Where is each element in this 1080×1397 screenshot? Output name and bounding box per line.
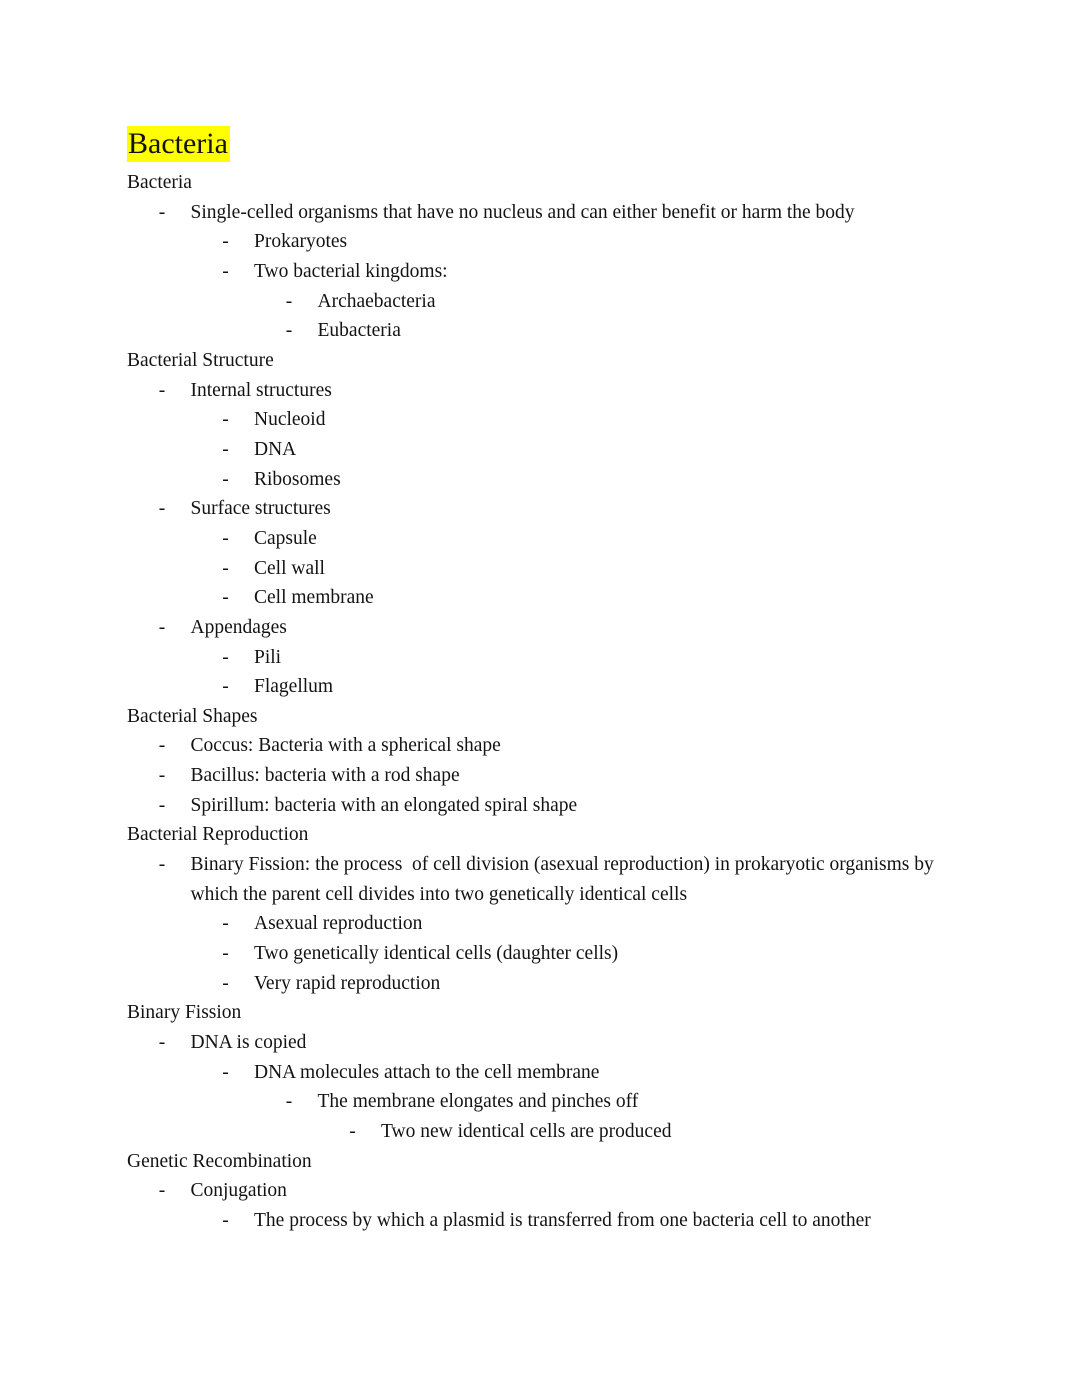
outline-item-text: Asexual reproduction xyxy=(254,913,423,935)
bullet-dash: - xyxy=(158,854,166,876)
bullet-dash: - xyxy=(222,557,229,579)
outline-item xyxy=(222,643,953,673)
outline-item-text: Binary Fission xyxy=(127,1002,242,1024)
bullet-dash: - xyxy=(349,1121,356,1142)
bullet-dash: - xyxy=(158,616,166,638)
outline-item-text: Cell wall xyxy=(254,557,325,579)
bullet-dash: - xyxy=(285,290,293,312)
bullet-dash: - xyxy=(222,260,229,282)
outline-item-text: Bacterial Reproduction xyxy=(127,824,309,846)
outline-item-text: Ribosomes xyxy=(254,468,341,490)
outline-heading xyxy=(127,1147,953,1177)
document-outline xyxy=(127,168,953,1236)
bullet-dash: - xyxy=(222,231,229,253)
outline-item-text: Archaebacteria xyxy=(317,290,436,312)
outline-heading xyxy=(127,346,953,376)
outline-item-text: Bacillus: bacteria with a rod shape xyxy=(190,765,460,787)
bullet-dash: - xyxy=(158,498,166,520)
bullet-dash: - xyxy=(222,527,229,549)
outline-item xyxy=(222,909,953,939)
outline-item xyxy=(222,435,953,465)
outline-item xyxy=(349,1117,953,1147)
outline-item-text: Pili xyxy=(254,646,282,668)
outline-item-text: Internal structures xyxy=(190,379,332,401)
bullet-dash: - xyxy=(158,1032,166,1054)
outline-item xyxy=(159,1176,953,1206)
outline-item-text: The process by which a plasmid is transferred from one bacteria cell to another xyxy=(254,1209,871,1231)
outline-item-text: Surface structures xyxy=(190,498,331,520)
outline-item xyxy=(222,465,953,495)
outline-item xyxy=(286,316,953,346)
outline-item-text: Very rapid reproduction xyxy=(254,972,441,994)
bullet-dash: - xyxy=(285,1091,293,1113)
bullet-dash: - xyxy=(222,676,229,698)
outline-item xyxy=(222,672,953,702)
outline-item-text: Single-celled organisms that have no nucleus and can either benefit or harm the body xyxy=(190,201,855,223)
outline-heading xyxy=(127,998,953,1028)
outline-item xyxy=(159,761,953,791)
outline-item xyxy=(222,405,953,435)
outline-item-text: Capsule xyxy=(254,527,317,549)
bullet-dash: - xyxy=(222,972,229,994)
bullet-dash: - xyxy=(222,1209,229,1231)
outline-item-text: DNA molecules attach to the cell membrane xyxy=(254,1061,600,1083)
bullet-dash: - xyxy=(222,913,229,935)
outline-item-text: Bacterial Shapes xyxy=(127,705,258,727)
outline-item xyxy=(159,376,953,406)
outline-item xyxy=(286,287,953,317)
bullet-dash: - xyxy=(222,1061,229,1083)
bullet-dash: - xyxy=(158,735,166,757)
outline-item-text: DNA is copied xyxy=(190,1032,307,1054)
outline-item xyxy=(222,554,953,584)
bullet-dash: - xyxy=(158,1180,166,1202)
outline-item xyxy=(159,494,953,524)
outline-item-text: Nucleoid xyxy=(254,409,326,431)
outline-item-text: Prokaryotes xyxy=(254,231,348,253)
outline-item xyxy=(159,613,953,643)
outline-item xyxy=(222,524,953,554)
outline-item-text: Two new identical cells are produced xyxy=(381,1121,672,1142)
outline-item-text: Two bacterial kingdoms: xyxy=(254,260,448,282)
outline-item-text: Genetic Recombination xyxy=(127,1150,312,1172)
outline-item xyxy=(222,1058,953,1088)
outline-item xyxy=(222,257,953,287)
outline-item-text: Two genetically identical cells (daughter cells) xyxy=(254,943,619,965)
outline-item-text: Coccus: Bacteria with a spherical shape xyxy=(190,735,501,757)
outline-item xyxy=(159,791,953,821)
outline-item xyxy=(159,850,953,909)
outline-item-text: Appendages xyxy=(190,616,287,638)
bullet-dash: - xyxy=(158,379,166,401)
outline-item-text: The membrane elongates and pinches off xyxy=(317,1091,639,1113)
outline-item xyxy=(159,731,953,761)
outline-item xyxy=(159,198,953,228)
document-title xyxy=(127,124,953,164)
outline-item xyxy=(159,1028,953,1058)
outline-item-text: Bacterial Structure xyxy=(127,349,274,371)
bullet-dash: - xyxy=(222,646,229,668)
bullet-dash: - xyxy=(285,320,293,342)
outline-heading xyxy=(127,820,953,850)
bullet-dash: - xyxy=(158,201,166,223)
bullet-dash: - xyxy=(222,438,229,460)
outline-item-text: Spirillum: bacteria with an elongated spiral shape xyxy=(190,794,578,816)
outline-item-text: Cell membrane xyxy=(254,587,374,609)
outline-heading xyxy=(127,168,953,198)
outline-item xyxy=(286,1087,953,1117)
outline-item-text: DNA xyxy=(254,438,297,460)
bullet-dash: - xyxy=(158,765,166,787)
bullet-dash: - xyxy=(222,587,229,609)
bullet-dash: - xyxy=(222,468,229,490)
outline-item-text: Eubacteria xyxy=(317,320,401,342)
outline-item-text: Binary Fission: the process of cell division (asexual reproduction) in prokaryotic organisms by which the parent cell divides into two genetically identical cells xyxy=(190,854,939,905)
bullet-dash: - xyxy=(222,409,229,431)
outline-item xyxy=(222,939,953,969)
outline-item xyxy=(222,969,953,999)
outline-item-text: Bacteria xyxy=(127,172,192,193)
outline-item-text: Flagellum xyxy=(254,676,334,698)
outline-item-text: Conjugation xyxy=(190,1180,287,1202)
outline-item xyxy=(222,227,953,257)
outline-item xyxy=(222,1206,953,1236)
outline-item xyxy=(222,583,953,613)
highlighted-title-text: Bacteria xyxy=(128,127,228,160)
outline-heading xyxy=(127,702,953,732)
bullet-dash: - xyxy=(158,794,166,816)
bullet-dash: - xyxy=(222,943,229,965)
